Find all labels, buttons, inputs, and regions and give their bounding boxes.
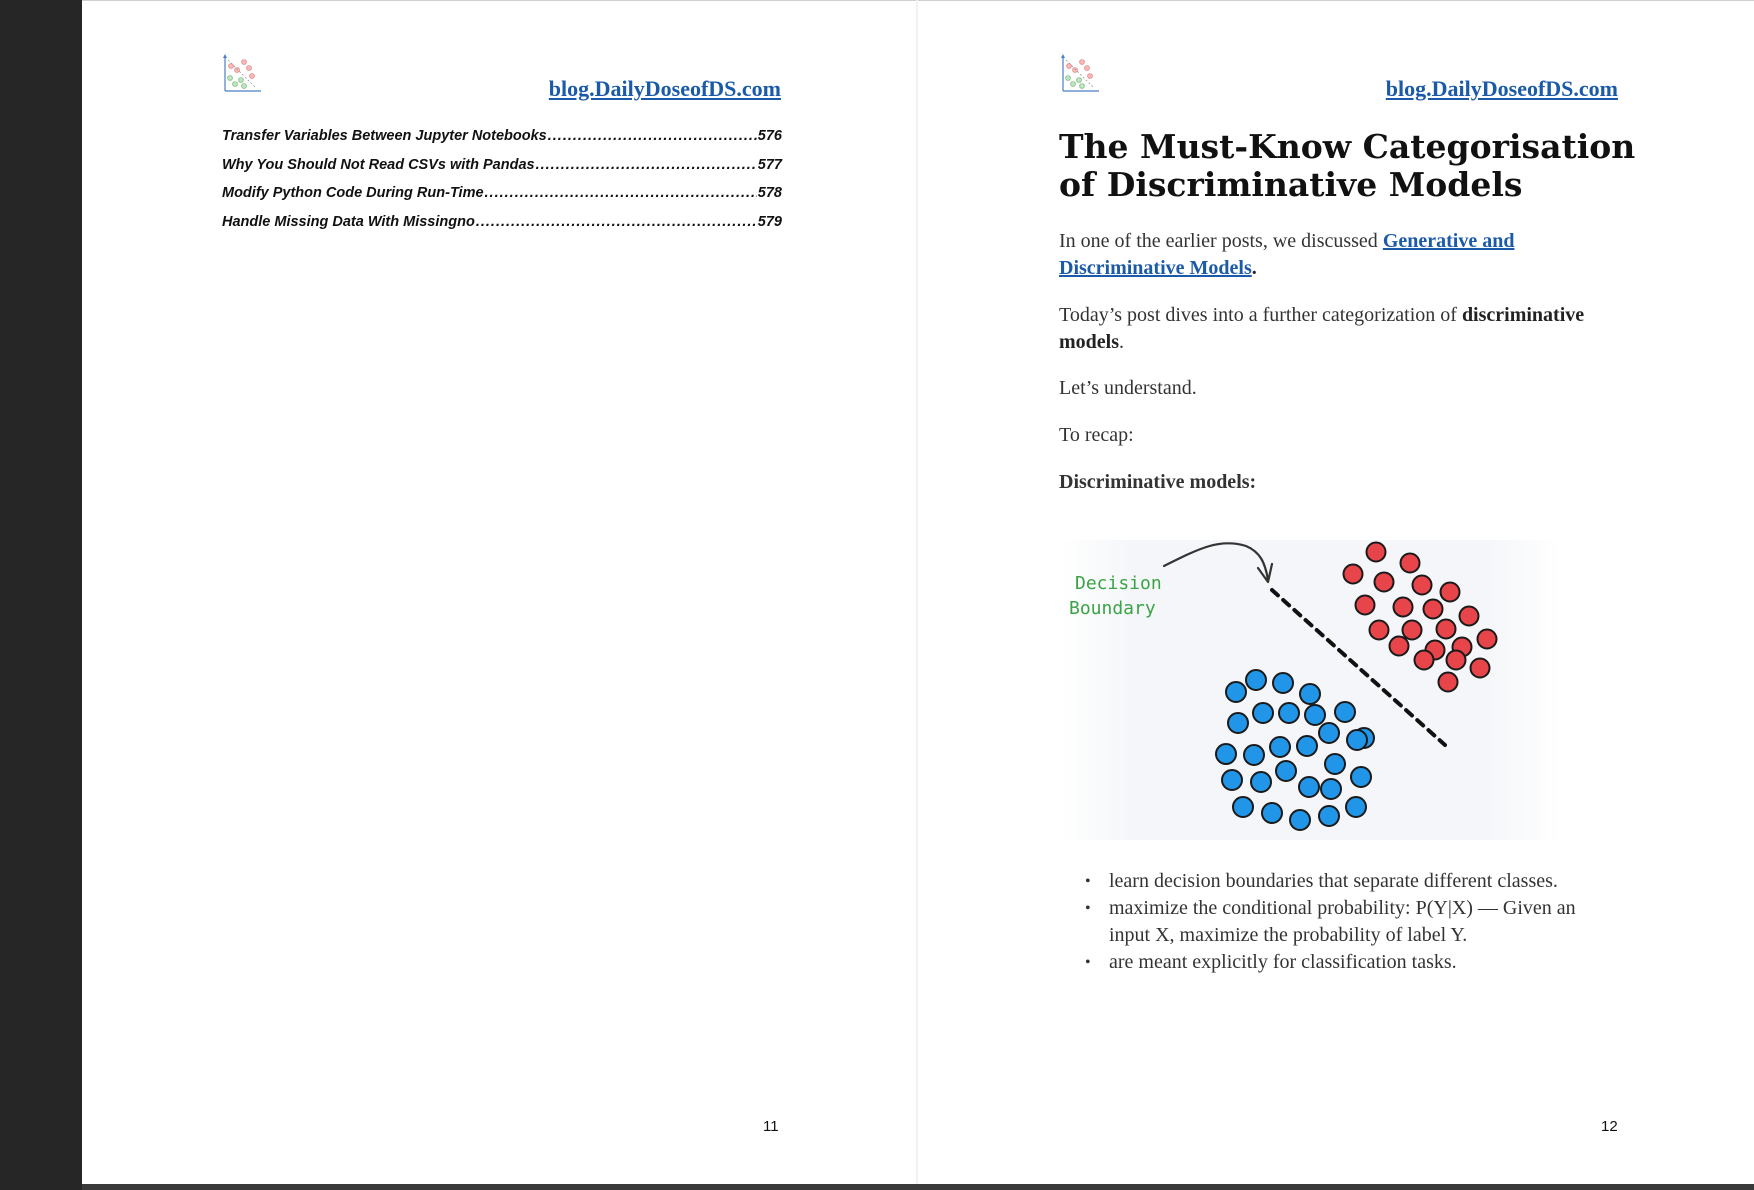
paragraph-understand: Let’s understand. — [1059, 377, 1197, 399]
toc-leader-dots — [536, 157, 757, 173]
toc-leader-dots — [485, 185, 757, 201]
toc-entry-page: 576 — [757, 128, 782, 144]
class-b-point — [1226, 682, 1246, 702]
class-a-point — [1403, 621, 1422, 640]
toc-entry-title: Modify Python Code During Run-Time — [222, 185, 484, 201]
page-number: 11 — [763, 1118, 779, 1135]
class-a-point — [1367, 543, 1386, 562]
article-title: The Must-Know Categorisation of Discriminative Models — [1059, 127, 1636, 204]
toc-entry-page: 578 — [757, 185, 782, 201]
paragraph-recap: To recap: — [1059, 424, 1134, 446]
site-link[interactable]: blog.DailyDoseofDS.com — [548, 76, 781, 101]
toc-entry-title: Transfer Variables Between Jupyter Notebooks — [222, 128, 547, 144]
class-b-point — [1279, 703, 1299, 723]
class-b-point — [1290, 810, 1310, 830]
toc-entry[interactable] — [222, 128, 782, 157]
toc-entry-page: 579 — [757, 213, 782, 230]
class-a-point — [1460, 607, 1479, 626]
class-a-point — [1394, 598, 1413, 617]
class-a-point — [1424, 600, 1443, 619]
toc-entry[interactable] — [222, 185, 782, 214]
class-b-point — [1319, 723, 1339, 743]
class-b-point — [1273, 673, 1293, 693]
class-b-point — [1346, 797, 1366, 817]
class-b-point — [1251, 772, 1271, 792]
class-a-point — [1344, 565, 1363, 584]
logo-icon — [222, 54, 262, 94]
toc-entry-title: Why You Should Not Read CSVs with Pandas — [222, 156, 535, 173]
class-a-point — [1413, 576, 1432, 595]
class-b-point — [1233, 797, 1253, 817]
annotation-text: Boundary — [1069, 598, 1156, 619]
class-a-point — [1437, 620, 1456, 639]
class-a-point — [1375, 573, 1394, 592]
class-b-point — [1228, 713, 1248, 733]
class-a-point — [1390, 637, 1409, 656]
class-b-point — [1335, 702, 1355, 722]
toc-entry[interactable] — [222, 157, 782, 186]
bullet-list — [1060, 868, 1620, 976]
table-of-contents — [222, 128, 782, 242]
viewer-sidebar — [0, 0, 82, 1190]
toc-leader-dots — [548, 128, 757, 144]
class-b-point — [1270, 737, 1290, 757]
class-b-point — [1325, 754, 1345, 774]
paragraph-bold-term: discriminative models — [1059, 304, 1585, 353]
class-b-point — [1262, 803, 1282, 823]
class-b-point — [1319, 806, 1339, 826]
page-number: 12 — [1601, 1118, 1618, 1135]
viewer-bottom-edge — [82, 1184, 1754, 1190]
class-a-point — [1471, 659, 1490, 678]
class-b-point — [1351, 767, 1371, 787]
class-a-point — [1401, 554, 1420, 573]
class-a-point — [1415, 651, 1434, 670]
class-b-point — [1246, 670, 1266, 690]
paragraph-categorization — [1059, 302, 1629, 356]
class-b-point — [1347, 730, 1367, 750]
class-a-point — [1447, 651, 1466, 670]
paragraph-text: In one of the earlier posts, we discussed — [1059, 230, 1383, 252]
paragraph-period: . — [1119, 331, 1124, 353]
toc-leader-dots — [476, 214, 757, 230]
bullet-item: • maximize the conditional probability: P(Y|X) — Given an input X, maximize the probability of label Y. — [1060, 895, 1620, 949]
class-a-point — [1441, 583, 1460, 602]
class-b-point — [1216, 744, 1236, 764]
paragraph-intro — [1059, 228, 1629, 282]
paragraph-text: Today’s post dives into a further categorization of — [1059, 304, 1462, 326]
class-a-point — [1478, 630, 1497, 649]
generative-discriminative-link[interactable]: Generative and Discriminative Models — [1059, 230, 1515, 279]
class-a-point — [1439, 673, 1458, 692]
class-b-point — [1305, 705, 1325, 725]
class-b-point — [1321, 779, 1341, 799]
class-b-point — [1276, 761, 1296, 781]
class-b-point — [1297, 736, 1317, 756]
class-a-point — [1370, 621, 1389, 640]
bullet-item: • learn decision boundaries that separate different classes. — [1060, 868, 1620, 895]
decision-boundary-figure — [1060, 520, 1560, 846]
toc-entry[interactable] — [222, 214, 782, 243]
toc-entry-page: 577 — [757, 156, 782, 173]
class-b-point — [1222, 770, 1242, 790]
class-b-point — [1244, 745, 1264, 765]
section-heading: Discriminative models: — [1059, 471, 1257, 493]
class-b-point — [1300, 684, 1320, 704]
paragraph-period: . — [1251, 257, 1257, 279]
site-link[interactable]: blog.DailyDoseofDS.com — [1385, 76, 1618, 101]
logo-icon — [1060, 54, 1100, 94]
class-b-point — [1253, 703, 1273, 723]
toc-entry-title: Handle Missing Data With Missingno — [222, 213, 475, 230]
annotation-text: Decision — [1075, 573, 1162, 594]
class-b-point — [1299, 777, 1319, 797]
bullet-item: • are meant explicitly for classification tasks. — [1060, 949, 1620, 976]
class-a-point — [1356, 596, 1375, 615]
